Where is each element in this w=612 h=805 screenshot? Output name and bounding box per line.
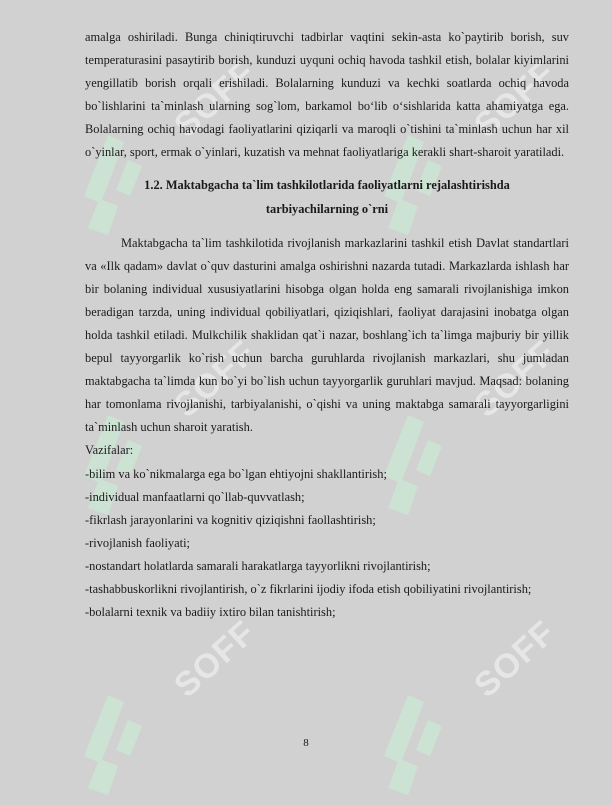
task-item: -nostandart holatlarda samarali harakatlarga tayyorlikni rivojlantirish; bbox=[85, 558, 431, 573]
body-paragraph: Maktabgacha ta`lim tashkilotida rivojlanish markazlarini tashkil etish Davlat standartlari va «Ilk qadam» davlat o`quv dasturini amalga oshirishni nazarda tutadi. Markazlarda ishlash har bir bolaning individual xususiyatlarini hisobga olgan holda eng samarali rivojlanishiga imkon beradigan tarzda, uning individual qobiliyatlari, qiziqishlari, faoliyat darajasini inobatga olgan holda tashkil etiladi. Mulkchilik shaklidan qat`i nazar, boshlang`ich ta`limga majburiy bir yillik bepul tayyorgarlik ko`rish uchun barcha guruhlarda rivojlanish markazlari, shu jumladan maktabgacha ta`limda kun bo`yi bo`lish uchun tayyorgarlik guruhlari mavjud. Maqsad: bolaning har tomonlama rivojlanishi, tarbiyalanishi, o`qishi va uning maktabga samarali tayyorgarligini ta`minlash uchun sharoit yaratish. bbox=[85, 235, 569, 435]
task-item: -individual manfaatlarni qo`llab-quvvatlash; bbox=[85, 489, 305, 504]
watermark-text: SOFF bbox=[167, 333, 263, 425]
page-content bbox=[85, 26, 569, 624]
task-item: -tashabbuskorlikni rivojlantirish, o`z fikrlarini ijodiy ifoda etish qobiliyatini rivojlantirish; bbox=[85, 581, 532, 596]
section-heading bbox=[85, 173, 569, 221]
watermark-text: SOFF bbox=[467, 613, 563, 705]
task-item: -rivojlanish faoliyati; bbox=[85, 535, 190, 550]
tasks-label: Vazifalar: bbox=[85, 443, 134, 458]
task-item: -bolalarni texnik va badiiy ixtiro bilan tanishtirish; bbox=[85, 605, 336, 620]
task-item: -bilim va ko`nikmalarga ega bo`lgan ehtiyojni shakllantirish; bbox=[85, 466, 387, 481]
watermark-text: SOFF bbox=[167, 613, 263, 705]
task-item: -fikrlash jarayonlarini va kognitiv qiziqishni faollashtirish; bbox=[85, 512, 376, 527]
page-number: 8 bbox=[303, 737, 309, 749]
watermark-text: SOFF bbox=[467, 53, 563, 145]
watermark-text: SOFF bbox=[167, 53, 263, 145]
intro-paragraph: amalga oshiriladi. Bunga chiniqtiruvchi tadbirlar vaqtini sekin-asta ko`paytirib borish, suv temperaturasini pasaytirib borish, kunduzi uyquni ochiq havoda tashkil etish, bolalar kiyimlarini yengillatib borish orqali erishiladi. Bolalarning kunduzi va kechki soatlarda ochiq havoda bo`lishlarini ta`minlash ularning sog`lom, barkamol bo‘lib o‘sishlarida katta ahamiyatga ega. Bolalarning ochiq havodagi faoliyatlarini qiziqarli va maroqli o`tishini ta`minlash uchun har xil o`yinlar, sport, ermak o`yinlari, kuzatish va mehnat faoliyatlariga kerakli shart-sharoit yaratiladi. bbox=[85, 30, 569, 160]
watermark-text: SOFF bbox=[467, 333, 563, 425]
section-heading-line-1: 1.2. Maktabgacha ta`lim tashkilotlarida faoliyatlarni rejalashtirishda bbox=[144, 177, 510, 192]
section-heading-line-2: tarbiyachilarning o`rni bbox=[265, 201, 389, 216]
